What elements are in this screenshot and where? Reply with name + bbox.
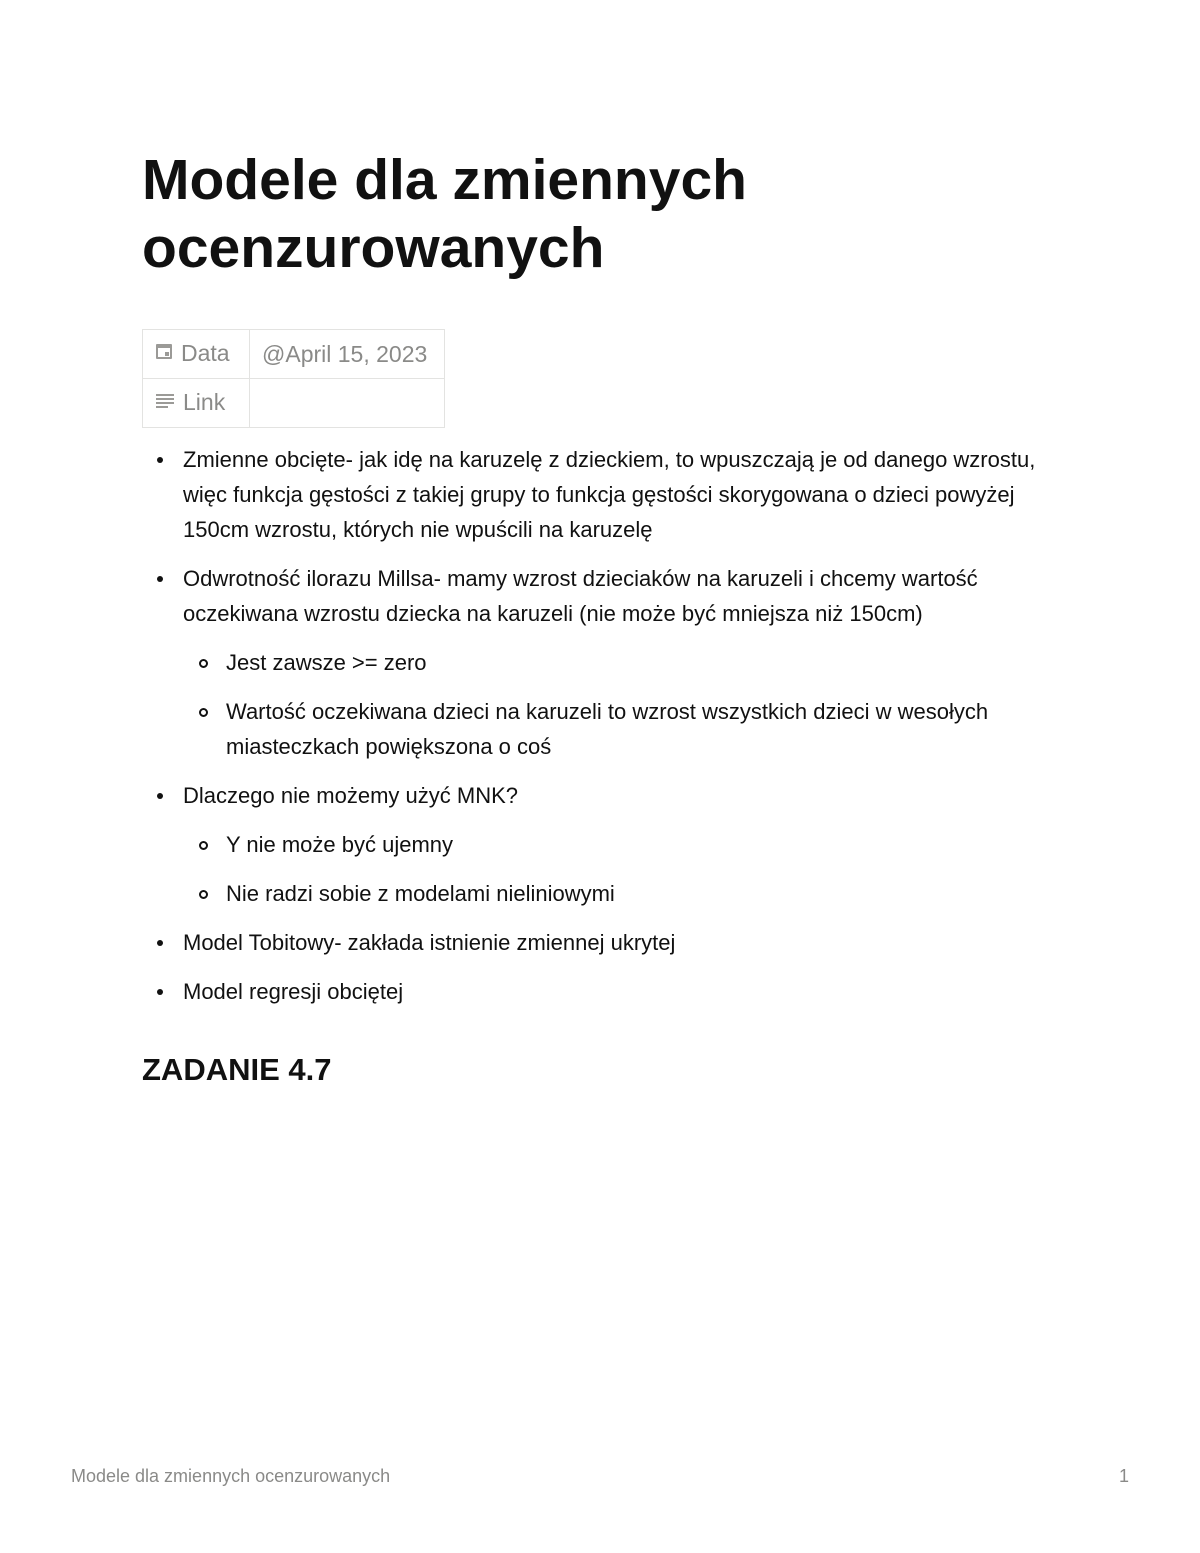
- list-item: [142, 925, 1062, 960]
- sub-list-item: [183, 827, 1062, 862]
- property-key-cell: [143, 379, 250, 428]
- sub-list-item-text: Y nie może być ujemny: [226, 832, 454, 857]
- sub-list-item-text: Nie radzi sobie z modelami nieliniowymi: [226, 881, 615, 906]
- list-item-text: Zmienne obcięte- jak idę na karuzelę z dzieckiem, to wpuszczają je od danego wzrostu, więc funkcja gęstości z takiej grupy to funkcja gęstości skorygowana o dzieci powyżej 150cm wzrostu, których nie wpuścili na karuzelę: [183, 447, 1036, 542]
- list-item: [142, 442, 1062, 547]
- page-title: Modele dla zmiennych ocenzurowanych: [142, 148, 747, 280]
- sub-list: [183, 645, 1062, 764]
- property-key-link: Link: [183, 388, 226, 415]
- property-value-data[interactable]: @April 15, 2023: [250, 330, 445, 379]
- list-item: [142, 561, 1062, 764]
- list-item: [142, 974, 1062, 1009]
- list-item-text: Model regresji obciętej: [183, 979, 404, 1004]
- page-number: 1: [1118, 1466, 1129, 1486]
- properties-table: [142, 329, 445, 428]
- sub-list-item: [183, 876, 1062, 911]
- list-item-text: Model Tobitowy- zakłada istnienie zmiennej ukrytej: [183, 930, 676, 955]
- property-value-link[interactable]: [250, 379, 445, 428]
- sub-list-item: [183, 694, 1062, 764]
- sub-list-item: [183, 645, 1062, 680]
- property-row-link: [143, 379, 445, 428]
- property-key-data: Data: [181, 339, 230, 366]
- section-heading: ZADANIE 4.7: [142, 1052, 332, 1087]
- list-item: [142, 778, 1062, 911]
- footer-title: Modele dla zmiennych ocenzurowanych: [71, 1466, 391, 1486]
- sub-list-item-text: Jest zawsze >= zero: [226, 650, 427, 675]
- property-row-data: [143, 330, 445, 379]
- calendar-icon: [155, 339, 173, 366]
- sub-list: [183, 827, 1062, 911]
- list-item-text: Dlaczego nie możemy użyć MNK?: [183, 783, 519, 808]
- list-item-text: Odwrotność ilorazu Millsa- mamy wzrost dzieciaków na karuzeli i chcemy wartość oczekiwana wzrostu dziecka na karuzeli (nie może być mniejsza niż 150cm): [183, 566, 978, 626]
- text-lines-icon: [155, 388, 175, 415]
- property-key-cell: [143, 330, 250, 379]
- sub-list-item-text: Wartość oczekiwana dzieci na karuzeli to wzrost wszystkich dzieci w wesołych miasteczkach powiększona o coś: [226, 699, 989, 759]
- bullet-list: [142, 442, 1062, 1023]
